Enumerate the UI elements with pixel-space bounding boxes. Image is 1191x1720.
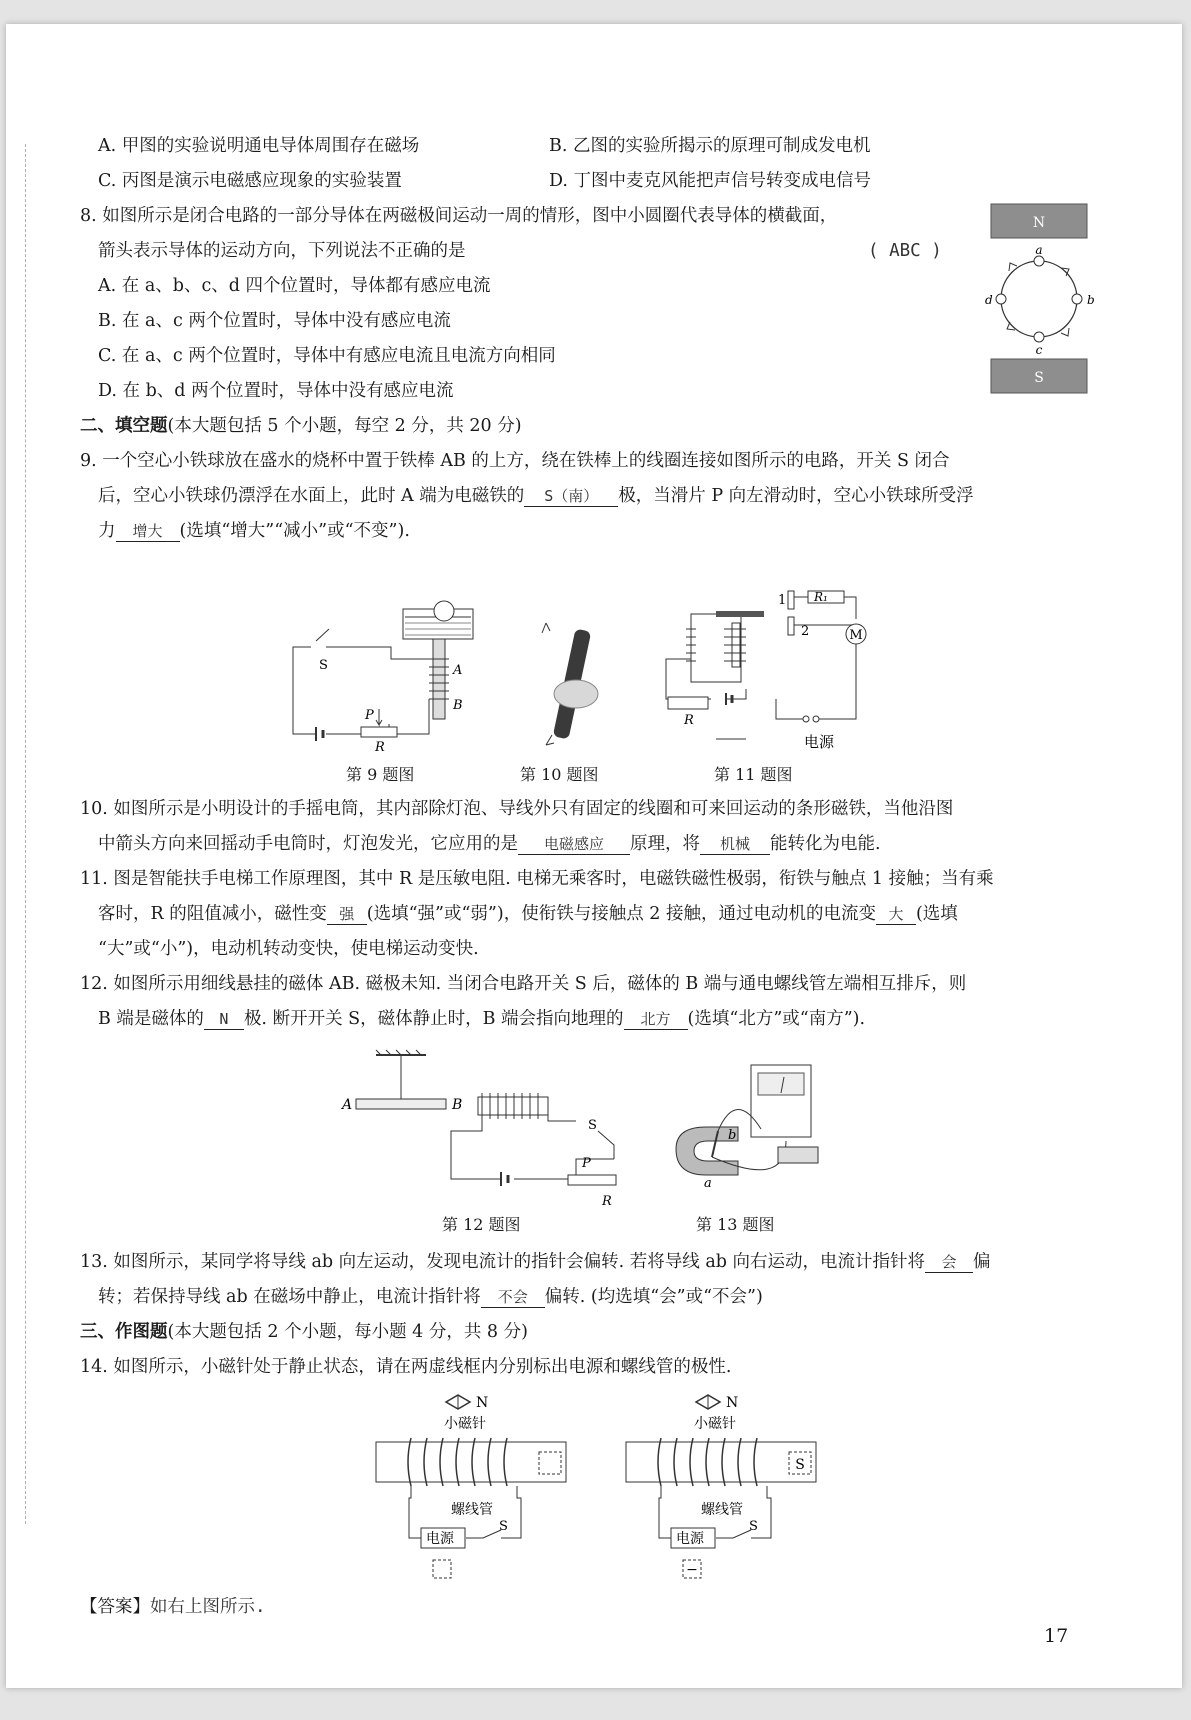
page-number: 17 bbox=[1044, 1625, 1069, 1647]
r-label: R bbox=[684, 713, 694, 728]
q14-figure-left bbox=[371, 1390, 571, 1580]
q10-blank1: 电磁感应 bbox=[518, 834, 630, 855]
fig9-label-a: A bbox=[453, 663, 463, 678]
q8-answer: ( ABC ) bbox=[868, 241, 942, 261]
shake-arrow-icon bbox=[542, 623, 550, 633]
needle-n-label: N bbox=[726, 1395, 739, 1411]
fig9-circuit bbox=[281, 599, 476, 754]
switch-base bbox=[778, 1147, 818, 1163]
q11-stem-line3: “大”或“小”)，电动机转动变快，使电梯运动变快. bbox=[98, 939, 479, 959]
iron-ball bbox=[434, 601, 454, 621]
arrow-icon bbox=[1007, 322, 1015, 330]
q7-option-a: A. 甲图的实验说明通电导体周围存在磁场 bbox=[98, 136, 420, 156]
arrow-icon bbox=[1009, 263, 1017, 271]
contact-2 bbox=[788, 617, 794, 635]
q10-text: 原理，将 bbox=[630, 834, 700, 854]
q7-option-c: C. 丙图是演示电磁感应现象的实验装置 bbox=[98, 171, 402, 191]
answer-bracket: 【答案】 bbox=[80, 1597, 150, 1617]
resistor-r bbox=[668, 697, 708, 709]
motion-path-circle bbox=[1001, 261, 1077, 337]
iron-frame bbox=[691, 614, 741, 682]
section2-heading bbox=[80, 414, 522, 438]
q10-stem-line1: 10. 如图所示是小明设计的手摇电筒，其内部除灯泡、导线外只有固定的线圈和可来回运动的条形磁铁，当他沿图 bbox=[80, 799, 954, 819]
q12-stem-line2 bbox=[98, 1007, 865, 1031]
conductor-d bbox=[996, 294, 1006, 304]
fig12-label-p: P bbox=[582, 1156, 591, 1171]
contact-1-label: 1 bbox=[778, 593, 787, 608]
fig12-circuit bbox=[336, 1049, 636, 1209]
q9-text: 极，当滑片 P 向左滑动时，空心小铁球所受浮 bbox=[618, 486, 974, 506]
q11-stem-line1: 11. 图是智能扶手电梯工作原理图，其中 R 是压敏电阻. 电梯无乘客时，电磁铁磁性极弱，衔铁与触点 1 接触；当有乘 bbox=[80, 869, 994, 889]
q9-blank1: S（南） bbox=[524, 486, 618, 507]
fig12-label-b: B bbox=[452, 1097, 463, 1113]
fig10-caption: 第 10 题图 bbox=[520, 765, 599, 784]
iron-rod bbox=[433, 639, 445, 719]
fig9-label-r: R bbox=[375, 740, 385, 754]
label-c: c bbox=[1035, 343, 1043, 357]
n-pole-label: N bbox=[1032, 215, 1046, 231]
q12-blank1: N bbox=[204, 1009, 244, 1030]
q9-text: 力 bbox=[98, 521, 116, 541]
q11-text: (选填“强”或“弱”)，使衔铁与接触点 2 接触，通过电动机的电流变 bbox=[366, 904, 876, 924]
contact-2-label: 2 bbox=[801, 624, 810, 639]
q12-text: (选填“北方”或“南方”). bbox=[687, 1009, 866, 1029]
power-pole-answer: − bbox=[686, 1562, 698, 1578]
solenoid-core bbox=[376, 1442, 566, 1482]
rheostat bbox=[361, 727, 397, 737]
q13-text: 偏转. (均选填“会”或“不会”) bbox=[544, 1287, 763, 1307]
electromagnet-coil bbox=[724, 629, 746, 661]
power-pole-box bbox=[433, 1560, 451, 1578]
answer-text: 如右上图所示. bbox=[150, 1597, 266, 1617]
q10-text: 能转化为电能. bbox=[770, 834, 881, 854]
q9-text: 后，空心小铁球仍漂浮在水面上，此时 A 端为电磁铁的 bbox=[98, 486, 525, 506]
coil-label: 螺线管 bbox=[451, 1502, 493, 1518]
power-label: 电源 bbox=[804, 733, 835, 751]
q13-blank2: 不会 bbox=[481, 1287, 545, 1308]
q11-stem-line2 bbox=[98, 902, 958, 926]
slider-arrow-icon bbox=[376, 709, 382, 725]
fig13-label-a: a bbox=[704, 1176, 712, 1191]
power-label: 电源 bbox=[426, 1531, 454, 1547]
conductor-b bbox=[1072, 294, 1082, 304]
section2-desc: (本大题包括 5 个小题，每空 2 分，共 20 分) bbox=[167, 416, 522, 436]
fig12-label-r: R bbox=[602, 1194, 612, 1209]
conductor-c bbox=[1034, 332, 1044, 342]
q13-blank1: 会 bbox=[925, 1252, 973, 1273]
contact-1 bbox=[788, 591, 794, 609]
hand bbox=[554, 680, 598, 708]
fig9-label-s: S bbox=[319, 658, 328, 673]
section3-title: 三、作图题 bbox=[80, 1322, 168, 1342]
q12-stem-line1: 12. 如图所示用细线悬挂的磁体 AB. 磁极未知. 当闭合电路开关 S 后，磁体的 B 端与通电螺线管左端相互排斥，则 bbox=[80, 974, 967, 994]
q9-blank2: 增大 bbox=[116, 521, 180, 542]
q8-stem-line2: 箭头表示导体的运动方向，下列说法不正确的是 bbox=[98, 241, 466, 261]
q13-stem-line2 bbox=[98, 1285, 763, 1309]
power-label: 电源 bbox=[676, 1531, 704, 1547]
q8-figure bbox=[981, 194, 1099, 404]
conductor-a bbox=[1034, 256, 1044, 266]
q10-stem-line2 bbox=[98, 832, 881, 856]
needle-label: 小磁针 bbox=[694, 1416, 736, 1432]
q13-text: 偏 bbox=[973, 1252, 991, 1272]
q12-text: 极. 断开开关 S，磁体静止时，B 端会指向地理的 bbox=[243, 1009, 624, 1029]
q10-blank2: 机械 bbox=[700, 834, 770, 855]
label-d: d bbox=[985, 293, 993, 307]
q14-figure-right bbox=[621, 1390, 821, 1580]
fig12-label-a: A bbox=[342, 1097, 353, 1113]
q9-stem-line3 bbox=[98, 519, 410, 543]
switch-label: S bbox=[499, 1519, 508, 1534]
wires bbox=[293, 629, 429, 734]
q12-blank2: 北方 bbox=[624, 1009, 688, 1030]
q11-blank2: 大 bbox=[876, 904, 916, 925]
q8-option-a: A. 在 a、b、c、d 四个位置时，导体都有感应电流 bbox=[98, 276, 491, 296]
fig11-caption: 第 11 题图 bbox=[714, 765, 793, 784]
fig13-caption: 第 13 题图 bbox=[696, 1215, 775, 1234]
q9-stem-line1: 9. 一个空心小铁球放在盛水的烧杯中置于铁棒 AB 的上方，绕在铁棒上的线圈连接如图所示的电路，开关 S 闭合 bbox=[80, 451, 950, 471]
fig10-flashlight bbox=[538, 619, 608, 754]
q11-text: (选填 bbox=[915, 904, 958, 924]
label-b: b bbox=[1087, 293, 1095, 307]
q12-text: B 端是磁体的 bbox=[98, 1009, 204, 1029]
motor-label: M bbox=[849, 628, 863, 643]
s-pole-label: S bbox=[1034, 370, 1044, 386]
fig11-circuit bbox=[656, 579, 886, 759]
q14-stem: 14. 如图所示，小磁针处于静止状态，请在两虚线框内分别标出电源和螺线管的极性. bbox=[80, 1357, 732, 1377]
q13-text: 13. 如图所示，某同学将导线 ab 向左运动，发现电流计的指针会偏转. 若将导线 ab 向右运动，电流计指针将 bbox=[80, 1252, 926, 1272]
q8-stem-line1: 8. 如图所示是闭合电路的一部分导体在两磁极间运动一周的情形，图中小圆圈代表导体的横截面， bbox=[80, 206, 838, 226]
answer-note bbox=[80, 1595, 266, 1619]
page-sheet bbox=[6, 24, 1182, 1688]
fig13-apparatus bbox=[666, 1059, 826, 1204]
r1-label: R₁ bbox=[814, 590, 828, 604]
q11-blank1: 强 bbox=[327, 904, 367, 925]
solenoid-core bbox=[626, 1442, 816, 1482]
fig9-caption: 第 9 题图 bbox=[346, 765, 415, 784]
fig9-label-p: P bbox=[365, 708, 374, 723]
binding-margin-line bbox=[25, 144, 26, 1524]
q9-text: (选填“增大”“减小”或“不变”). bbox=[179, 521, 410, 541]
q7-option-d: D. 丁图中麦克风能把声信号转变成电信号 bbox=[549, 171, 872, 191]
coil-pole-box bbox=[539, 1452, 561, 1474]
terminal bbox=[803, 716, 809, 722]
q11-text: 客时，R 的阻值减小，磁性变 bbox=[98, 904, 327, 924]
q13-text: 转；若保持导线 ab 在磁场中静止，电流计指针将 bbox=[98, 1287, 481, 1307]
coil-pole-answer: S bbox=[795, 1457, 805, 1473]
solenoid-windings bbox=[408, 1438, 507, 1486]
terminal bbox=[813, 716, 819, 722]
label-a: a bbox=[1035, 243, 1043, 257]
q8-option-b: B. 在 a、c 两个位置时，导体中没有感应电流 bbox=[98, 311, 451, 331]
fig9-label-b: B bbox=[453, 698, 463, 713]
q9-stem-line2 bbox=[98, 484, 974, 508]
magnet-ab bbox=[356, 1099, 446, 1109]
fig12-caption: 第 12 题图 bbox=[442, 1215, 521, 1234]
q10-text: 中箭头方向来回摇动手电筒时，灯泡发光，它应用的是 bbox=[98, 834, 518, 854]
shake-arrow-icon bbox=[546, 735, 554, 745]
fig12-label-s: S bbox=[588, 1118, 597, 1133]
needle-label: 小磁针 bbox=[444, 1416, 486, 1432]
needle-n-label: N bbox=[476, 1395, 489, 1411]
section3-desc: (本大题包括 2 个小题，每小题 4 分，共 8 分) bbox=[167, 1322, 528, 1342]
coil-label: 螺线管 bbox=[701, 1502, 743, 1518]
fig13-label-b: b bbox=[728, 1128, 737, 1143]
wires bbox=[666, 644, 856, 739]
switch-label: S bbox=[749, 1519, 758, 1534]
solenoid-windings bbox=[658, 1438, 757, 1486]
section2-title: 二、填空题 bbox=[80, 416, 168, 436]
q13-stem-line1 bbox=[80, 1250, 991, 1274]
q7-option-b: B. 乙图的实验所揭示的原理可制成发电机 bbox=[549, 136, 871, 156]
section3-heading bbox=[80, 1320, 528, 1344]
q8-option-d: D. 在 b、d 两个位置时，导体中没有感应电流 bbox=[98, 381, 454, 401]
rheostat bbox=[568, 1175, 616, 1185]
q8-option-c: C. 在 a、c 两个位置时，导体中有感应电流且电流方向相同 bbox=[98, 346, 556, 366]
armature bbox=[716, 611, 764, 617]
